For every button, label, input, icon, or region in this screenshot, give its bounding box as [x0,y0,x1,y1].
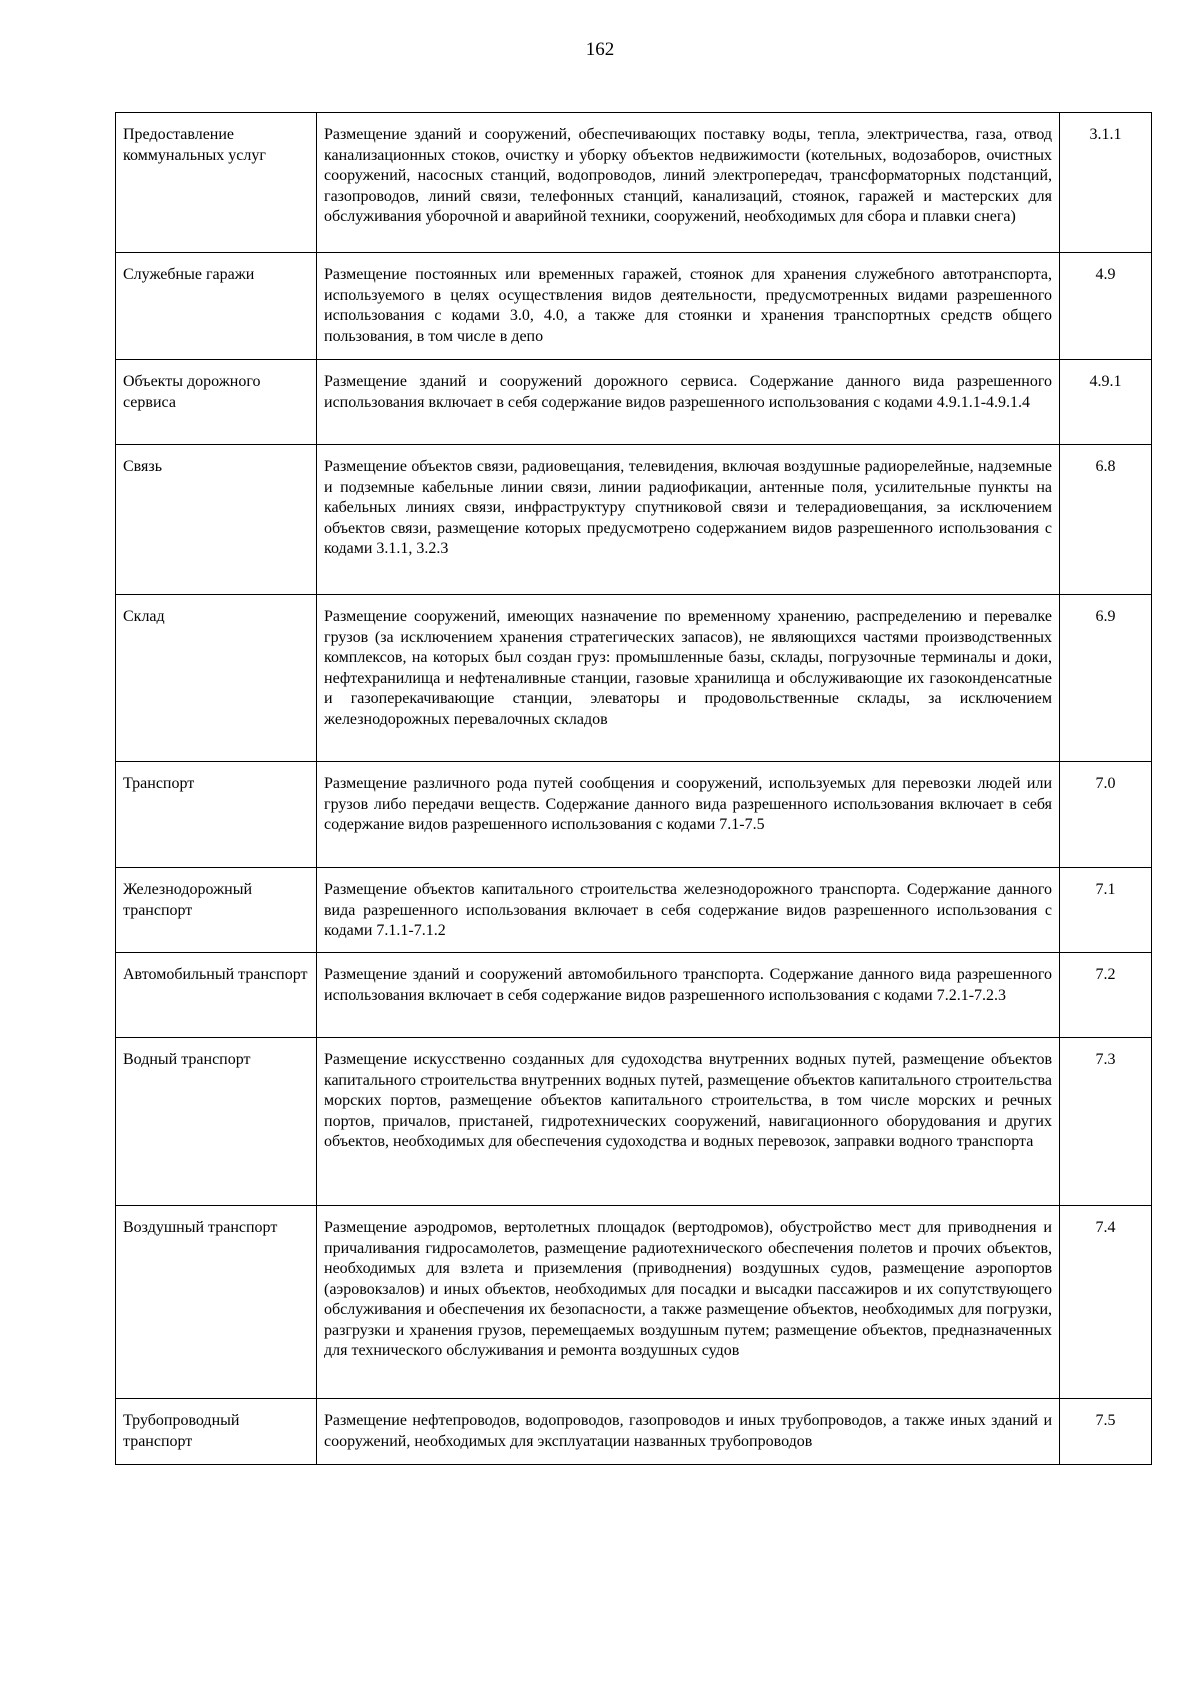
table-row [116,360,1152,445]
page-number: 162 [585,39,615,60]
land-use-name: Водный транспорт [116,1038,317,1206]
land-use-name: Связь [116,445,317,595]
land-use-description: Размещение нефтепроводов, водопроводов, газопроводов и иных трубопроводов, а также иных зданий и сооружений, необходимых для эксплуатации названных трубопроводов [317,1399,1060,1465]
table-row [116,253,1152,360]
land-use-description: Размещение сооружений, имеющих назначение по временному хранению, распределению и перевалке грузов (за исключением хранения стратегических запасов), не являющихся частями производственных комплексов, на которых был создан груз: промышленные базы, склады, погрузочные терминалы и доки, нефтехранилища и нефтеналивные станции, газовые хранилища и обслуживающие их газоконденсатные и газоперекачивающие станции, элеваторы и продовольственные склады, за исключением железнодорожных перевалочных складов [317,595,1060,762]
land-use-code: 6.8 [1060,445,1152,595]
land-use-name: Объекты дорожного сервиса [116,360,317,445]
land-use-description: Размещение зданий и сооружений, обеспечивающих поставку воды, тепла, электричества, газа, отвод канализационных стоков, очистку и уборку объектов недвижимости (котельных, водозаборов, очистных сооружений, насосных станций, водопроводов, линий электропередач, трансформаторных подстанций, газопроводов, линий связи, телефонных станций, канализаций, стоянок, гаражей и мастерских для обслуживания уборочной и аварийной техники, сооружений, необходимых для сбора и плавки снега) [317,113,1060,253]
land-use-name: Предоставление коммунальных услуг [116,113,317,253]
land-use-description: Размещение искусственно созданных для судоходства внутренних водных путей, размещение объектов капитального строительства внутренних водных путей, размещение объектов капитального строительства морских портов, размещение объектов капитального строительства, в том числе морских и речных портов, причалов, пристаней, гидротехнических сооружений, навигационного оборудования и других объектов, необходимых для обеспечения судоходства и водных перевозок, заправки водного транспорта [317,1038,1060,1206]
table-row [116,595,1152,762]
table-row [116,1206,1152,1399]
land-use-description: Размещение зданий и сооружений автомобильного транспорта. Содержание данного вида разрешенного использования включает в себя содержание видов разрешенного использования с кодами 7.2.1-7.2.3 [317,953,1060,1038]
land-use-code: 7.4 [1060,1206,1152,1399]
table-row [116,1399,1152,1465]
land-use-name: Склад [116,595,317,762]
land-use-description: Размещение различного рода путей сообщения и сооружений, используемых для перевозки людей или грузов либо передачи веществ. Содержание данного вида разрешенного использования включает в себя содержание видов разрешенного использования с кодами 7.1-7.5 [317,762,1060,868]
land-use-description: Размещение объектов связи, радиовещания, телевидения, включая воздушные радиорелейные, надземные и подземные кабельные линии связи, линии радиофикации, антенные поля, усилительные пункты на кабельных линиях связи, инфраструктуру спутниковой связи и телерадиовещания, за исключением объектов связи, размещение которых предусмотрено содержанием видов разрешенного использования с кодами 3.1.1, 3.2.3 [317,445,1060,595]
land-use-table [115,112,1152,1465]
land-use-code: 7.0 [1060,762,1152,868]
land-use-name: Железнодорожный транспорт [116,868,317,953]
land-use-code: 4.9 [1060,253,1152,360]
land-use-code: 7.2 [1060,953,1152,1038]
land-use-description: Размещение аэродромов, вертолетных площадок (вертодромов), обустройство мест для приводнения и причаливания гидросамолетов, размещение радиотехнического обеспечения полетов и прочих объектов, необходимых для взлета и приземления (приводнения) воздушных судов, размещение аэропортов (аэровокзалов) и иных объектов, необходимых для посадки и высадки пассажиров и их сопутствующего обслуживания и обеспечения их безопасности, а также размещение объектов, необходимых для погрузки, разгрузки и хранения грузов, перемещаемых воздушным путем; размещение объектов, предназначенных для технического обслуживания и ремонта воздушных судов [317,1206,1060,1399]
land-use-description: Размещение объектов капитального строительства железнодорожного транспорта. Содержание данного вида разрешенного использования включает в себя содержание видов разрешенного использования с кодами 7.1.1-7.1.2 [317,868,1060,953]
land-use-code: 3.1.1 [1060,113,1152,253]
land-use-code: 7.1 [1060,868,1152,953]
land-use-code: 6.9 [1060,595,1152,762]
land-use-name: Транспорт [116,762,317,868]
land-use-name: Служебные гаражи [116,253,317,360]
land-use-description: Размещение зданий и сооружений дорожного сервиса. Содержание данного вида разрешенного использования включает в себя содержание видов разрешенного использования с кодами 4.9.1.1-4.9.1.4 [317,360,1060,445]
land-use-description: Размещение постоянных или временных гаражей, стоянок для хранения служебного автотранспорта, используемого в целях осуществления видов деятельности, предусмотренных видами разрешенного использования с кодами 3.0, 4.0, а также для стоянки и хранения транспортных средств общего пользования, в том числе в депо [317,253,1060,360]
table-row [116,868,1152,953]
table-row [116,113,1152,253]
land-use-code: 4.9.1 [1060,360,1152,445]
table-row [116,762,1152,868]
table-row [116,953,1152,1038]
land-use-code: 7.3 [1060,1038,1152,1206]
land-use-name: Трубопроводный транспорт [116,1399,317,1465]
table-row [116,1038,1152,1206]
land-use-name: Автомобильный транспорт [116,953,317,1038]
land-use-code: 7.5 [1060,1399,1152,1465]
land-use-name: Воздушный транспорт [116,1206,317,1399]
table-row [116,445,1152,595]
